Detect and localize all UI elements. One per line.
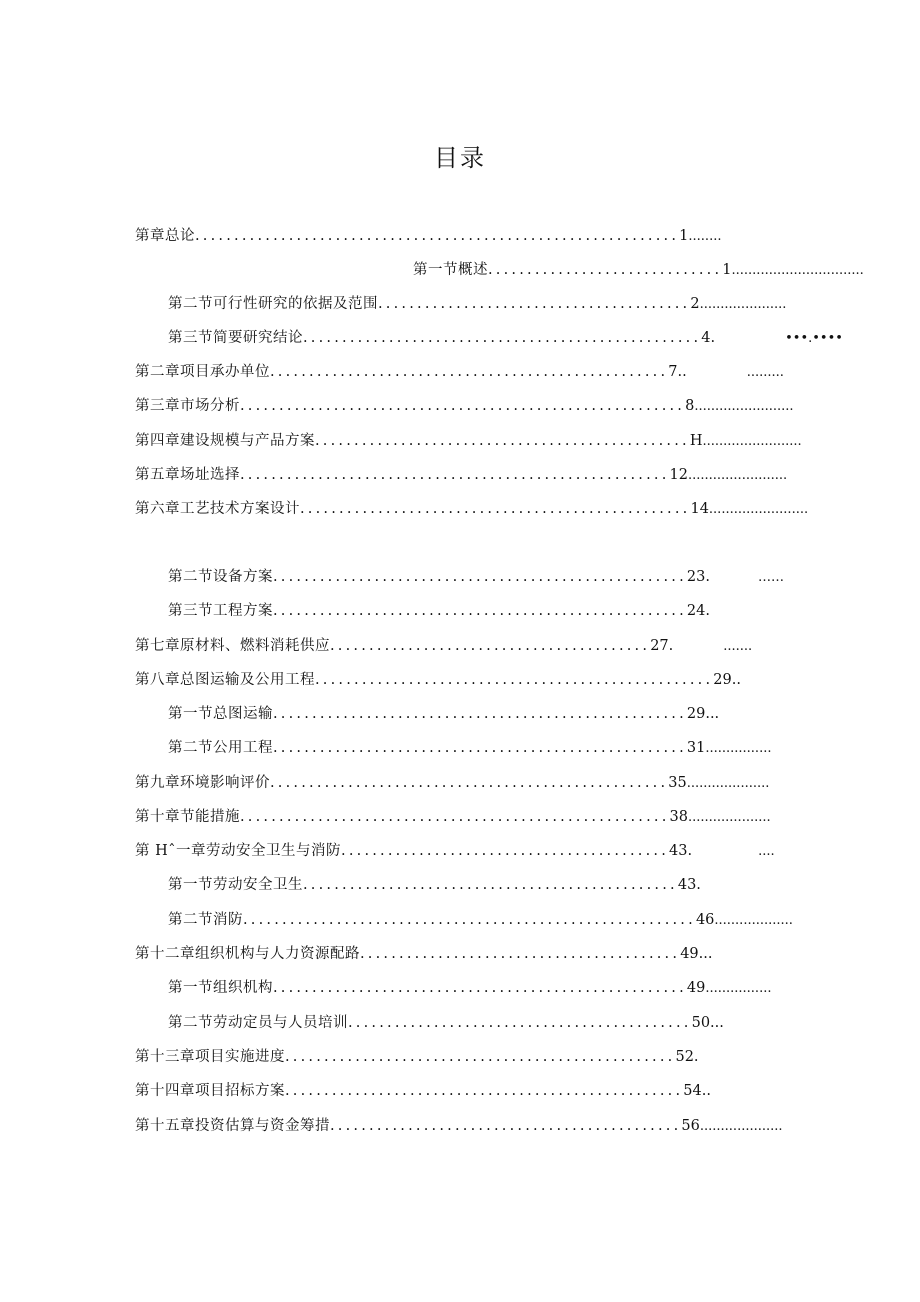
toc-entry (135, 226, 785, 246)
toc-entry-leader: ..................................................... (273, 740, 687, 756)
toc-entry-label: 第 Hˆ一章劳动安全卫生与消防 (135, 843, 342, 859)
toc-entry-leader: ......................................... (330, 638, 651, 654)
toc-entry-trail: .... (758, 844, 775, 859)
toc-entry-leader: ..................................................... (273, 603, 687, 619)
toc-entry (135, 670, 855, 690)
toc-entry-page: 1 (679, 228, 689, 244)
toc-entry-leader: ................................................ (303, 877, 678, 893)
toc-entry-label: 第章总论 (135, 228, 195, 244)
toc-entry (168, 328, 884, 348)
toc-entry-leader: ................................................... (285, 1083, 684, 1099)
toc-entry (135, 362, 871, 382)
toc-entry-page: 31 (686, 740, 706, 756)
toc-entry (168, 567, 854, 587)
toc-entry-trail: ................................ (731, 263, 864, 278)
toc-entry-label: 第二节消防 (168, 912, 243, 928)
toc-entry-page: 2 (690, 296, 700, 312)
toc-entry-page: 54.. (683, 1083, 711, 1099)
toc-entry-label: 第三节工程方案 (168, 603, 273, 619)
toc-entry-trail: ........................ (708, 502, 809, 517)
toc-entry-label: 第一节总图运输 (168, 706, 273, 722)
toc-entry-page: 56 (681, 1118, 700, 1134)
toc-entry (135, 1116, 851, 1136)
toc-entry-label: 第二节劳动定员与人员培训 (168, 1015, 348, 1031)
toc-entry-page: 24. (686, 603, 710, 619)
toc-entry-trail: ................ (705, 741, 772, 756)
toc-entry-page: 35 (668, 775, 687, 791)
toc-entry-leader: .......................................... (341, 843, 669, 859)
toc-entry-leader: ......................................................... (240, 398, 686, 414)
toc-entry-trail: .................... (686, 776, 770, 791)
toc-entry (135, 396, 871, 416)
toc-entry-label: 第十五章投资估算与资金筹措 (135, 1118, 330, 1134)
toc-entry-leader: ..................................................... (273, 706, 687, 722)
toc-entry-label: 第十二章组织机构与人力资源配路 (135, 946, 360, 962)
toc-entry (168, 910, 840, 930)
toc-entry-label: 第十章节能措施 (135, 809, 240, 825)
toc-entry-label: 第九章环境影响评价 (135, 775, 270, 791)
toc-entry-leader: ......................................... (360, 946, 681, 962)
toc-entry (168, 1013, 778, 1033)
toc-entry-trail: ....... (723, 639, 753, 654)
toc-entry-page: 52. (675, 1049, 699, 1065)
toc-entry-leader: ..................................................... (273, 569, 687, 585)
toc-entry-page: 1 (722, 262, 732, 278)
toc-entry-leader: .................................................. (285, 1049, 676, 1065)
toc-entry-label: 第三节简要研究结论 (168, 330, 303, 346)
toc-entry-page: 38 (669, 809, 688, 825)
toc-entry-trail: ........................ (694, 399, 794, 414)
toc-entry (135, 773, 851, 793)
toc-entry-label: 第二章项目承办单位 (135, 364, 270, 380)
toc-entry-leader: ................................................ (315, 433, 690, 449)
toc-entry-trail: ........ (688, 229, 722, 244)
toc-entry-label: 第三章市场分析 (135, 398, 240, 414)
toc-entry-page: 46 (695, 912, 715, 928)
toc-entry-leader: .......................................................... (243, 912, 696, 928)
toc-entry (168, 978, 840, 998)
toc-entry-label: 第二节可行性研究的依据及范围 (168, 296, 378, 312)
toc-entry (135, 807, 851, 827)
toc-entry-page: 27. (650, 638, 674, 654)
toc-entry-page: 29... (686, 706, 720, 722)
toc-entry-leader: ..................................................... (273, 980, 687, 996)
toc-entry-page: 14 (690, 501, 709, 517)
toc-entry-page: 23. (686, 569, 710, 585)
toc-entry (135, 1047, 775, 1067)
toc-entry-page: 7.. (668, 364, 687, 380)
toc-entry-label: 第十三章项目实施进度 (135, 1049, 285, 1065)
toc-entry (135, 1081, 775, 1101)
toc-entry-leader: ............................................. (330, 1118, 682, 1134)
toc-entry-leader: .................................................. (300, 501, 691, 517)
toc-entry-leader: .............................................................. (195, 228, 680, 244)
toc-entry (413, 260, 920, 280)
toc-entry-label: 第四章建设规模与产品方案 (135, 433, 315, 449)
toc-entry-leader: ................................................... (315, 672, 714, 688)
toc-entry-label: 第十四章项目招标方案 (135, 1083, 285, 1099)
toc-entry (135, 636, 853, 656)
toc-entry-page: 49... (680, 946, 713, 962)
toc-entry (168, 875, 778, 895)
toc-entry-leader: .............................. (488, 262, 723, 278)
toc-entry-trail: ........................ (687, 468, 788, 483)
toc-entry (168, 738, 840, 758)
toc-entry (135, 465, 871, 485)
toc-entry-label: 第七章原材料、燃料消耗供应 (135, 638, 330, 654)
toc-entry-leader: ............................................ (348, 1015, 692, 1031)
toc-entry (135, 431, 871, 451)
toc-entry-leader: ................................................... (270, 775, 669, 791)
toc-entry-label: 第二节公用工程 (168, 740, 273, 756)
toc-entry-label: 第八章总图运输及公用工程 (135, 672, 315, 688)
toc-entry-page: 50... (691, 1015, 724, 1031)
toc-entry-label: 第五章场址选择 (135, 467, 240, 483)
toc-entry-trail: .................... (699, 1119, 783, 1134)
toc-entry-trail: •••.•••• (785, 331, 843, 346)
toc-entry-trail: ................... (714, 913, 793, 928)
toc-entry-page: 49 (686, 980, 706, 996)
toc-entry-leader: ....................................................... (240, 467, 670, 483)
toc-entry-page: 8 (685, 398, 695, 414)
toc-entry (135, 944, 775, 964)
toc-entry-page: 4. (701, 330, 716, 346)
toc-entry-leader: ........................................ (378, 296, 691, 312)
toc-entry-trail: ........................ (702, 434, 802, 449)
toc-entry-trail: ......... (746, 365, 784, 380)
toc-entry-label: 第一节概述 (413, 262, 488, 278)
toc-entry (168, 601, 768, 621)
toc-entry (168, 704, 788, 724)
toc-entry-label: 第一节组织机构 (168, 980, 273, 996)
toc-entry-page: 29.. (713, 672, 741, 688)
toc-entry-leader: ....................................................... (240, 809, 670, 825)
toc-entry-leader: ................................................... (270, 364, 669, 380)
toc-entry-label: 第一节劳动安全卫生 (168, 877, 303, 893)
toc-entry (135, 841, 851, 861)
toc-entry-page: 43. (669, 843, 693, 859)
toc-entry-trail: .................... (687, 810, 771, 825)
toc-entry-page: 43. (677, 877, 701, 893)
toc-entry-page: H (689, 433, 703, 449)
toc-entry-trail: ................ (705, 981, 772, 996)
toc-entry-label: 第二节设备方案 (168, 569, 273, 585)
toc-entry (168, 294, 854, 314)
toc-entry-trail: ..................... (699, 297, 787, 312)
toc-title: 目录 (434, 144, 486, 172)
toc-entry (135, 499, 871, 519)
toc-entry-leader: ................................................... (303, 330, 702, 346)
toc-entry-label: 第六章工艺技术方案设计 (135, 501, 300, 517)
toc-entry-trail: …… (757, 570, 784, 585)
toc-entry-page: 12 (669, 467, 688, 483)
